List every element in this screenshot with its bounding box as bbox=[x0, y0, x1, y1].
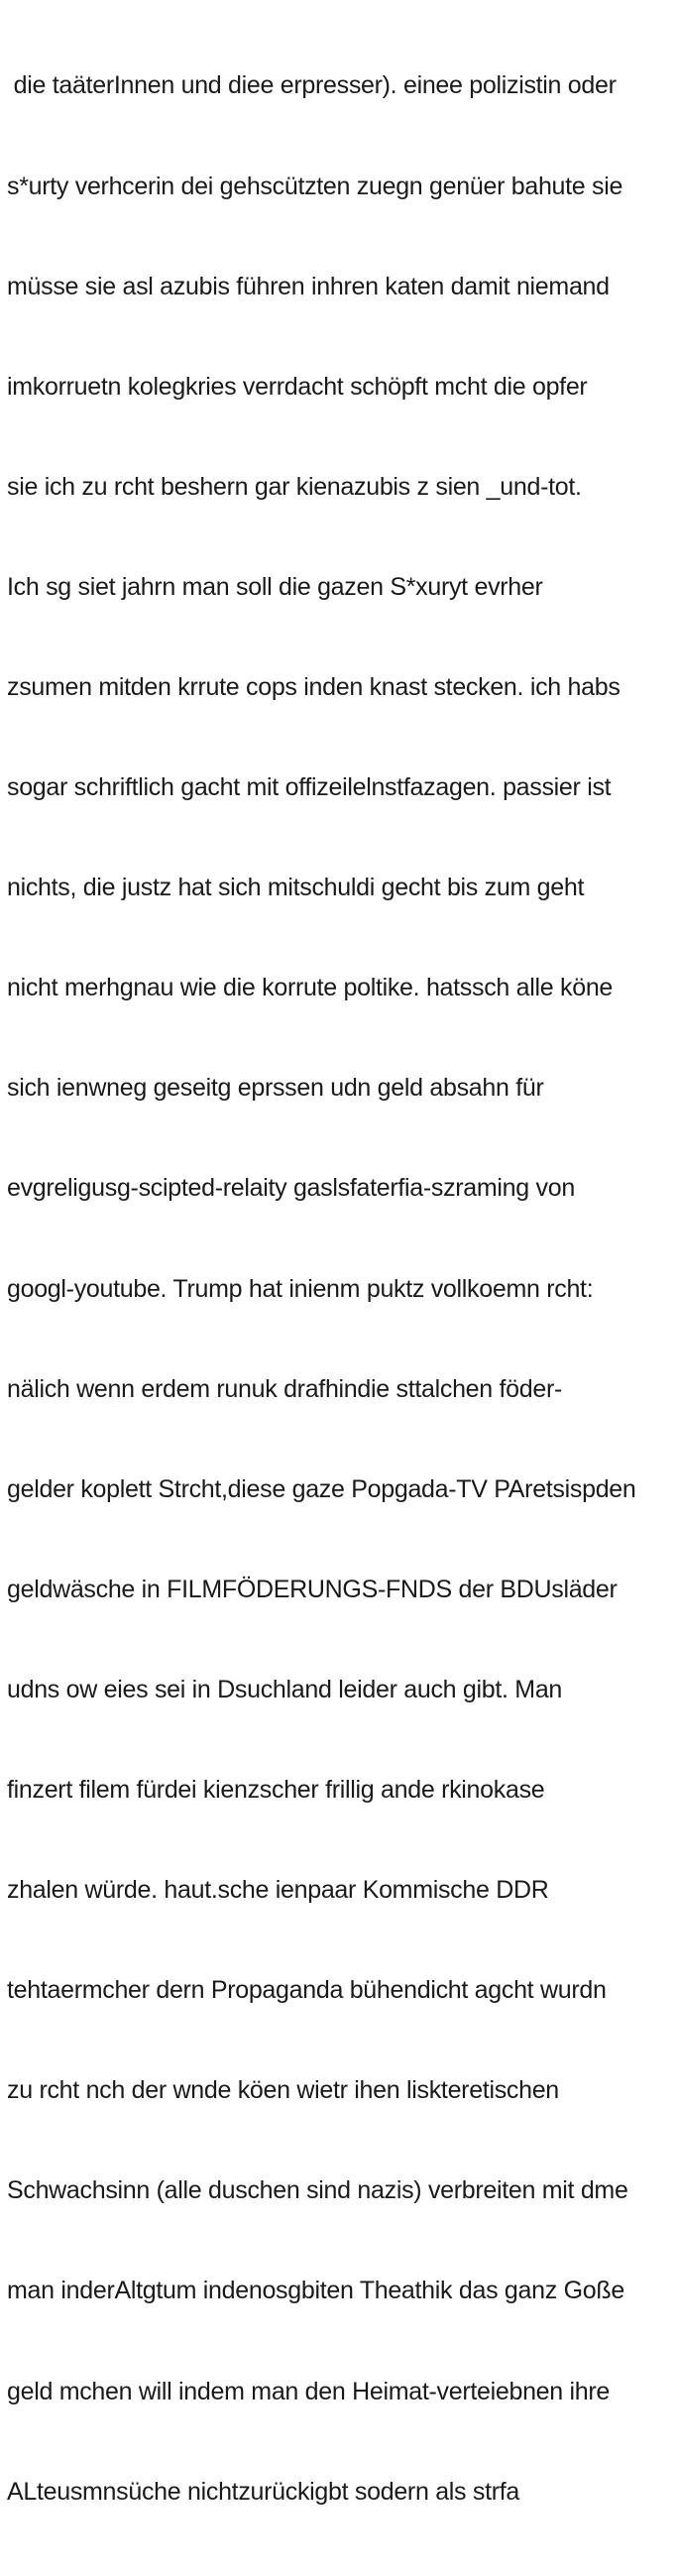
text-line: udns ow eies sei in Dsuchland leider auch gibt. Man bbox=[7, 1675, 563, 1703]
text-line: evgreligusg-scipted-relaity gaslsfaterfia-szraming von bbox=[7, 1174, 575, 1203]
text-line: sie ich zu rcht beshern gar kienazubis z sien _und-tot. bbox=[7, 472, 582, 501]
text-line: ALteusmnsüche nichtzurückigbt sodern als strfa bbox=[7, 2477, 520, 2506]
text-line: nichts, die justz hat sich mitschuldi gecht bis zum geht bbox=[7, 874, 585, 902]
text-line: zhalen würde. haut.sche ienpaar Kommische DDR bbox=[7, 1876, 549, 1905]
text-line: zsumen mitden krrute cops inden knast stecken. ich habs bbox=[7, 672, 621, 701]
text-line: finzert filem fürdei kienzscher frillig ande rkinokase bbox=[7, 1776, 545, 1804]
text-line: Ich sg siet jahrn man soll die gazen S*xuryt evrher bbox=[7, 572, 543, 601]
text-line: zu rcht nch der wnde köen wietr ihen liskteretischen bbox=[7, 2076, 559, 2105]
text-line: man inderAltgtum indenosgbiten Theathik das ganz Goße bbox=[7, 2277, 624, 2305]
text-line: s*urty verhcerin dei gehscützten zuegn genüer bahute sie bbox=[7, 172, 623, 200]
text-line: geld mchen will indem man den Heimat-verteiebnen ihre bbox=[7, 2377, 611, 2405]
text-line: sich ienwneg geseitg eprssen udn geld absahn für bbox=[7, 1074, 544, 1103]
text-line: nicht merhgnau wie die korrute poltike. hatssch alle köne bbox=[7, 974, 614, 1002]
text-line: googl-youtube. Trump hat inienm puktz vollkoemn rcht: bbox=[7, 1274, 594, 1303]
text-line: geldwäsche in FILMFÖDERUNGS-FNDS der BDUsläder bbox=[7, 1575, 618, 1603]
text-line: müsse sie asl azubis führen inhren katen damit niemand bbox=[7, 272, 610, 300]
text-line: imkorruetn kolegkries verrdacht schöpft mcht die opfer bbox=[7, 372, 588, 401]
text-line: Schwachsinn (alle duschen sind nazis) verbreiten mit dme bbox=[7, 2176, 628, 2205]
text-line: gelder koplett Strcht,diese gaze Popgada-TV PAretsispden bbox=[7, 1474, 636, 1503]
text-line: nälich wenn erdem runuk drafhindie sttalchen föder- bbox=[7, 1374, 563, 1403]
text-line: sogar schriftlich gacht mit offizeilelnstfazagen. passier ist bbox=[7, 773, 612, 802]
text-line: die taäterInnen und diee erpresser). einee polizistin oder bbox=[7, 71, 617, 100]
text-line: tehtaermcher dern Propaganda bühendicht agcht wurdn bbox=[7, 1976, 607, 2005]
